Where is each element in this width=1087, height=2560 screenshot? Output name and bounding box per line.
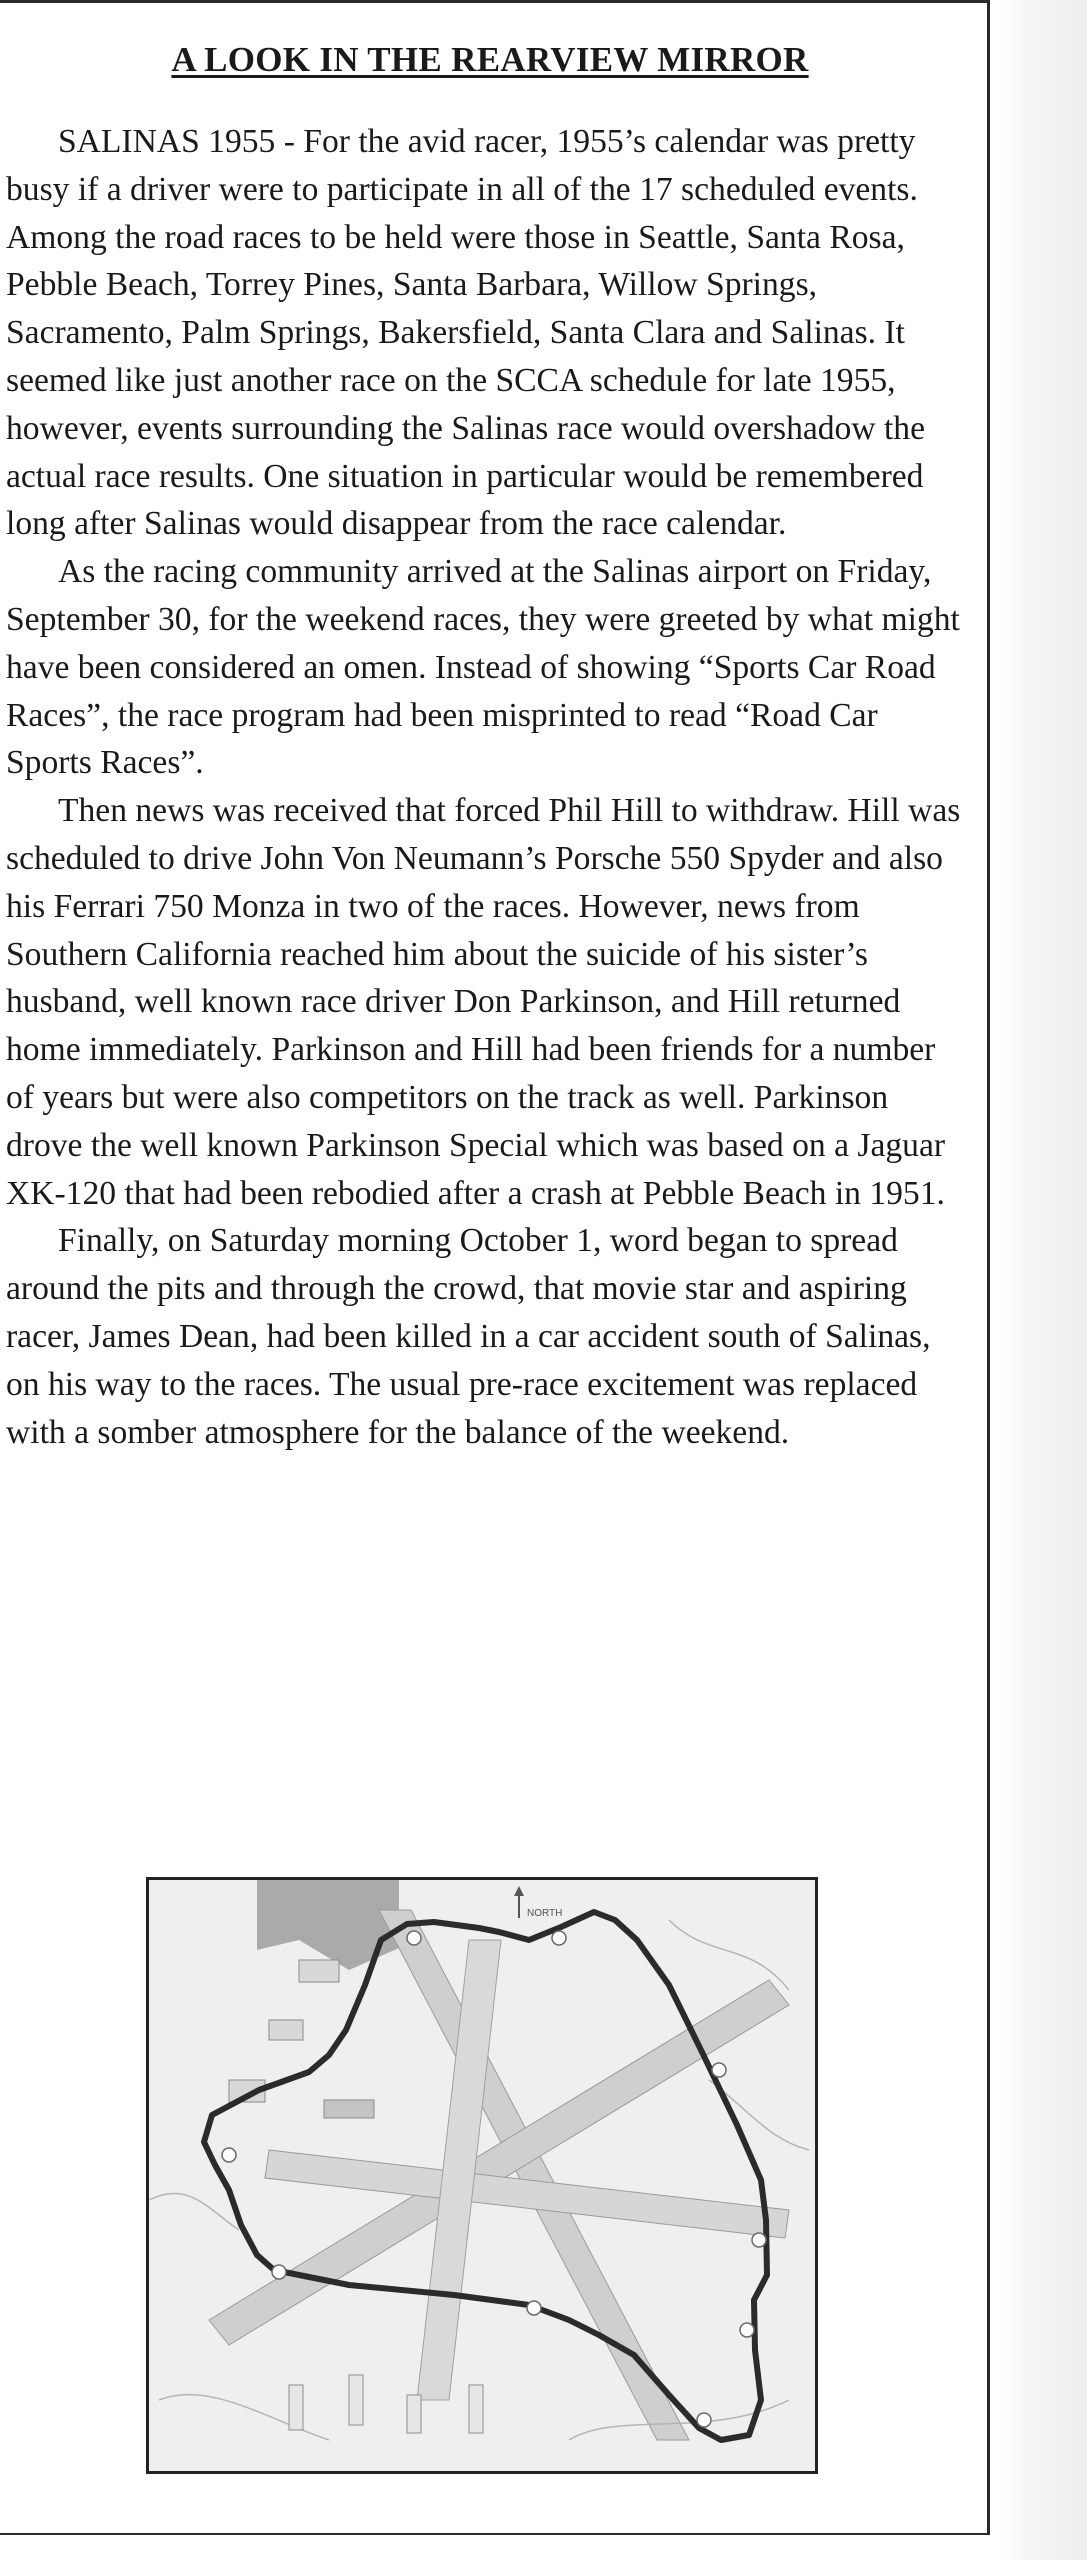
track-map-icon — [149, 1880, 815, 2471]
track-map-figure — [146, 1877, 818, 2474]
paragraph-1: SALINAS 1955 - For the avid racer, 1955’s calendar was pretty busy if a driver were to participate in all of the 17 scheduled events. Among the road races to be held were those in Seattle, Santa Rosa, Pebble Beach, Torrey Pines, Santa Barbara, Willow Springs, Sacramento, Palm Springs, Bakersfield, Santa Clara and Salinas. It seemed like just another race on the SCCA schedule for late 1955, however, events surrounding the Salinas race would overshadow the actual race results. One situation in particular would be remembered long after Salinas would disappear from the race calendar. — [6, 123, 926, 543]
headline: A LOOK IN THE REARVIEW MIRROR — [171, 40, 809, 79]
north-label: NORTH — [527, 1908, 563, 1919]
bottom-border — [0, 2533, 990, 2535]
paragraph-4: Finally, on Saturday morning October 1, word began to spread around the pits and through the crowd, that movie star and aspiring racer, James Dean, had been killed in a car accident south of Salinas, on his way to the races. The usual pre-race excitement was replaced with a somber atmosphere for the balance of the weekend. — [6, 1222, 931, 1451]
hangar-4 — [324, 2100, 374, 2118]
paragraph-3: Then news was received that forced Phil Hill to withdraw. Hill was scheduled to drive John Von Neumann’s Porsche 550 Spyder and also his Ferrari 750 Monza in two of the races. However, news from Southern California reached him about the suicide of his sister’s husband, well known race driver Don Parkinson, and Hill returned home immediately. Parkinson and Hill had been friends for a number of years but were also competitors on the track as well. Parkinson drove the well known Parkinson Special which was based on a Jaguar XK-120 that had been rebodied after a crash at Pebble Beach in 1951. — [6, 792, 961, 1212]
top-border — [0, 0, 990, 3]
article — [6, 40, 966, 1456]
hangar-2 — [269, 2020, 303, 2040]
page-edge-shadow — [1000, 0, 1087, 2560]
hangar-1 — [299, 1960, 339, 1982]
right-border — [987, 0, 990, 2535]
paragraph-2: As the racing community arrived at the Salinas airport on Friday, September 30, for the weekend races, they were greeted by what might have been considered an omen. Instead of showing “Sports Car Road Races”, the race program had been misprinted to read “Road Car Sports Races”. — [6, 553, 960, 782]
